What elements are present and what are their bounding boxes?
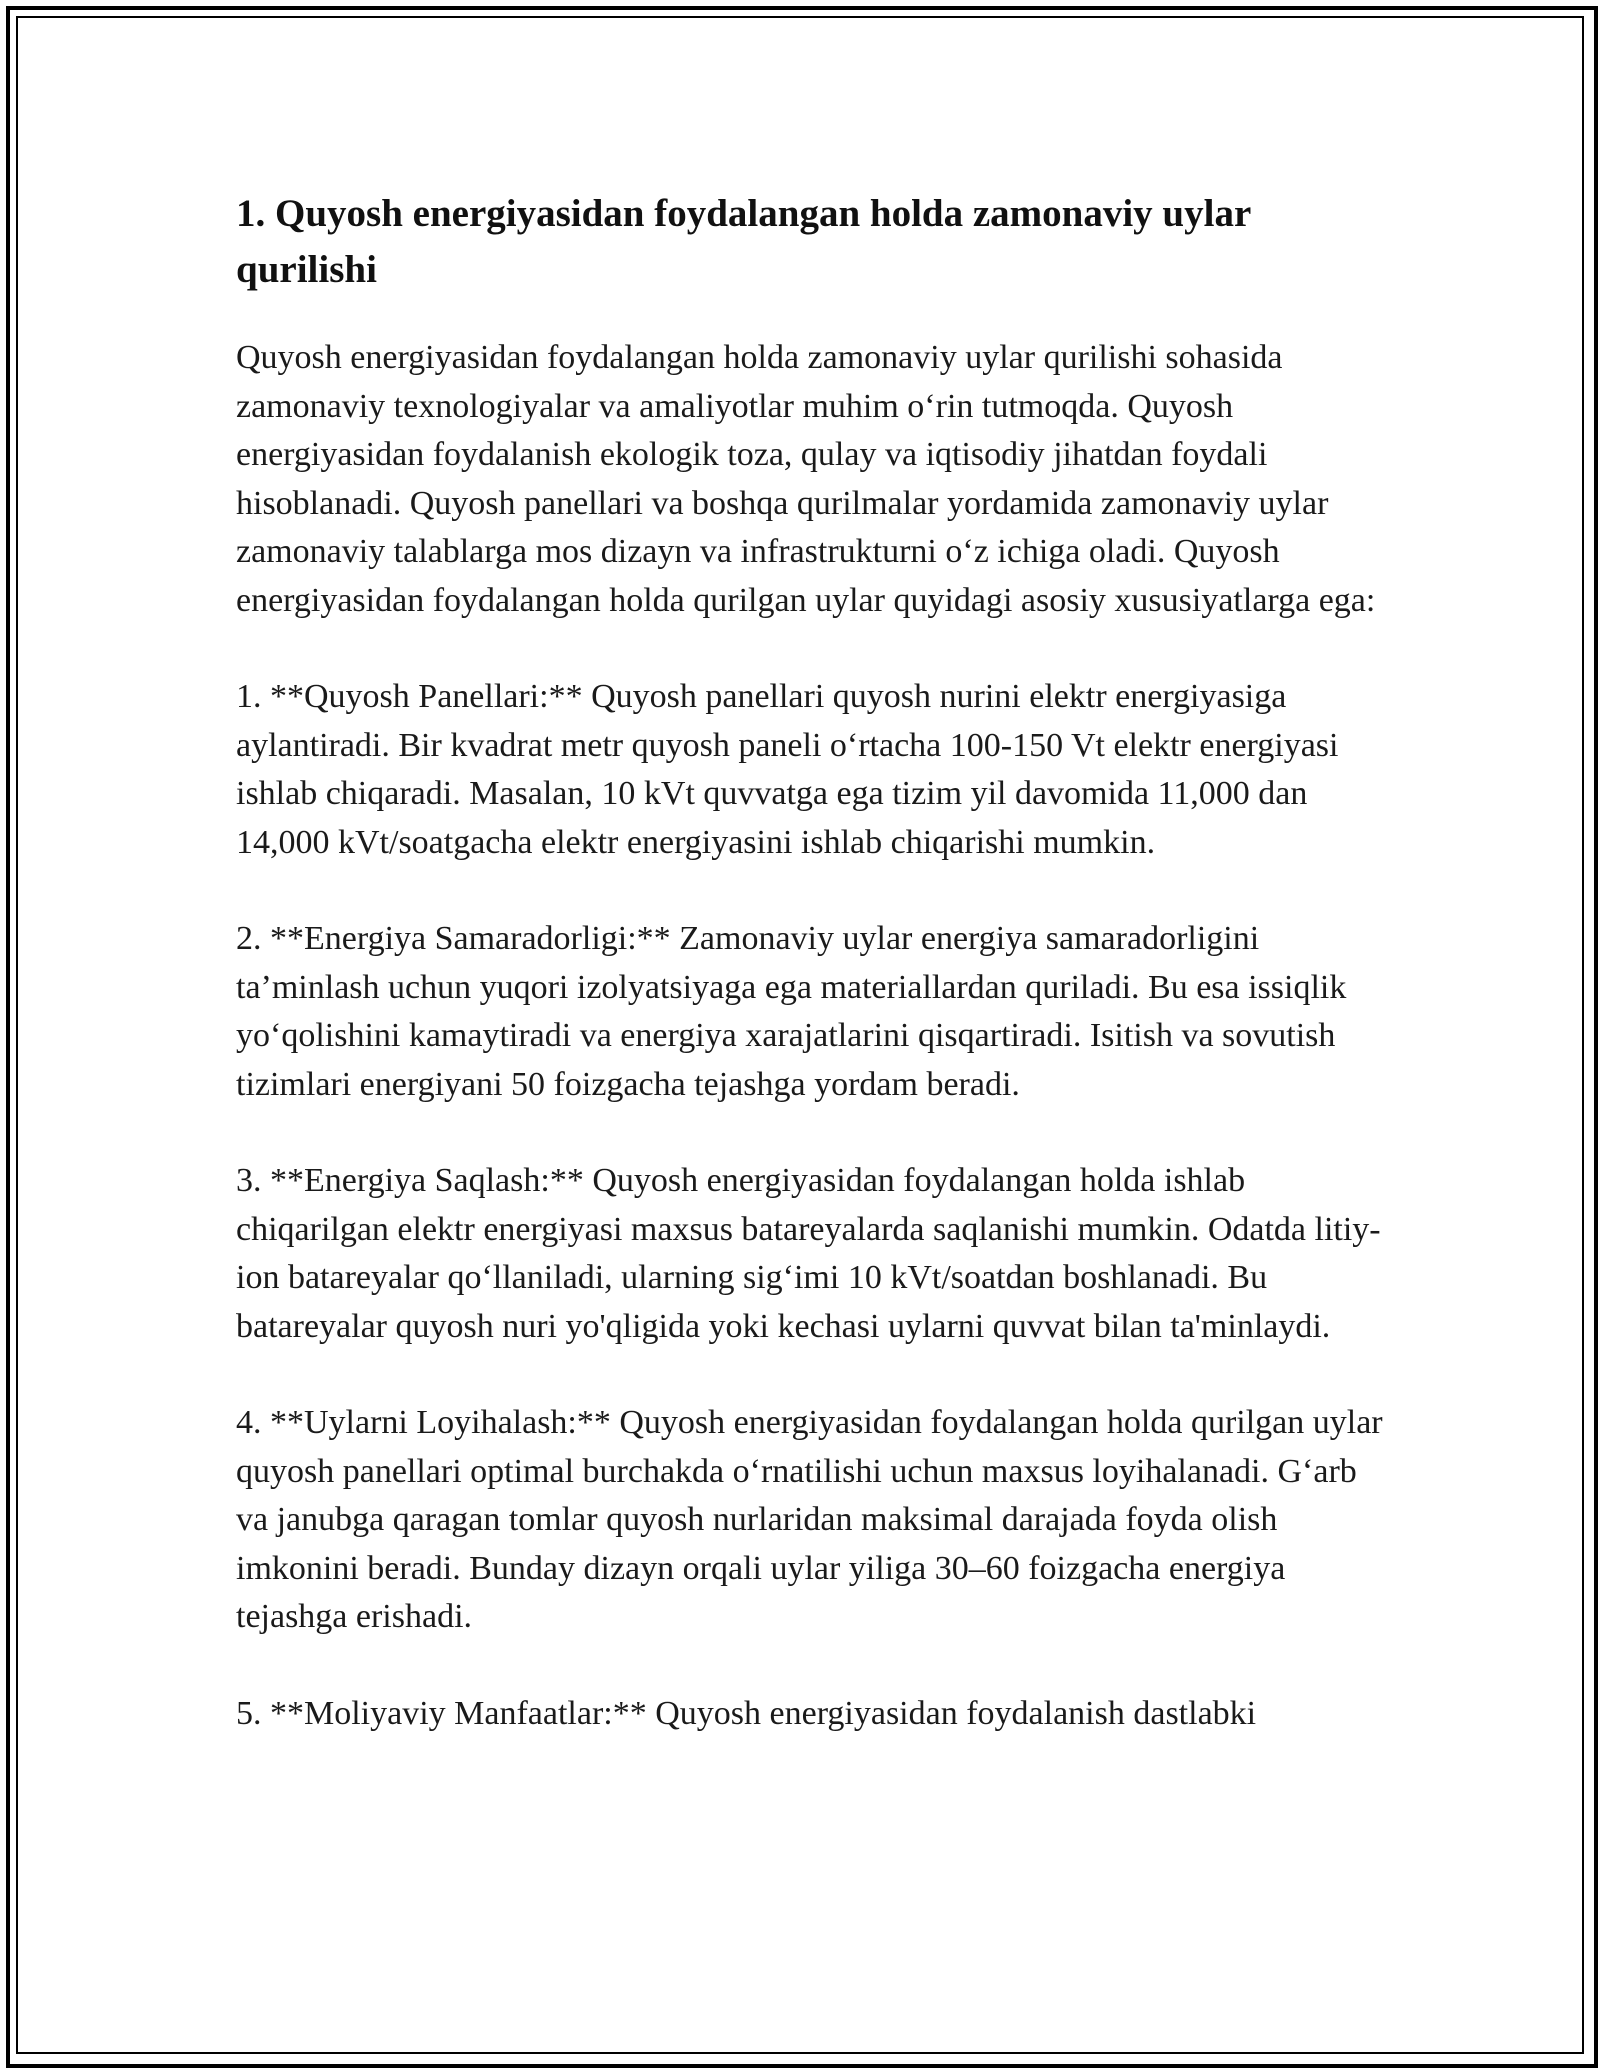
list-item-energy-efficiency: 2. **Energiya Samaradorligi:** Zamonaviy uylar energiya samaradorligini ta’minlash uchun yuqori izolyatsiyaga ega materiallardan quriladi. Bu esa issiqlik yo‘qolishini kamaytiradi va energiya xarajatlarini qisqartiradi. Isitish va sovutish tizimlari energiyani 50 foizgacha tejashga yordam beradi. <box>236 920 1347 1103</box>
page-title: 1. Quyosh energiyasidan foydalangan holda zamonaviy uylar qurilishi <box>236 192 1251 291</box>
list-item-financial-benefits: 5. **Moliyaviy Manfaatlar:** Quyosh energiyasidan foydalanish dastlabki <box>236 1694 1257 1732</box>
list-item-house-design: 4. **Uylarni Loyihalash:** Quyosh energiyasidan foydalangan holda qurilgan uylar quyosh panellari optimal burchakda o‘rnatilishi uchun maxsus loyihalanadi. G‘arb va janubga qaragan tomlar quyosh nurlaridan maksimal darajada foyda olish imkonini beradi. Bunday dizayn orqali uylar yiliga 30–60 foizgacha energiya tejashga erishadi. <box>236 1404 1383 1635</box>
intro-paragraph: Quyosh energiyasidan foydalangan holda zamonaviy uylar qurilishi sohasida zamonaviy texnologiyalar va amaliyotlar muhim o‘rin tutmoqda. Quyosh energiyasidan foydalanish ekologik toza, qulay va iqtisodiy jihatdan foydali hisoblanadi. Quyosh panellari va boshqa qurilmalar yordamida zamonaviy uylar zamonaviy talablarga mos dizayn va infrastrukturni o‘z ichiga oladi. Quyosh energiyasidan foydalangan holda qurilgan uylar quyidagi asosiy xususiyatlarga ega: <box>236 339 1376 619</box>
document-body <box>236 186 1386 1786</box>
list-item-energy-storage: 3. **Energiya Saqlash:** Quyosh energiyasidan foydalangan holda ishlab chiqarilgan elektr energiyasi maxsus batareyalarda saqlanishi mumkin. Odatda litiy-ion batareyalar qo‘llaniladi, ularning sig‘imi 10 kVt/soatdan boshlanadi. Bu batareyalar quyosh nuri yo'qligida yoki kechasi uylarni quvvat bilan ta'minlaydi. <box>236 1162 1381 1345</box>
list-item-solar-panels: 1. **Quyosh Panellari:** Quyosh panellari quyosh nurini elektr energiyasiga aylantiradi. Bir kvadrat metr quyosh paneli o‘rtacha 100-150 Vt elektr energiyasi ishlab chiqaradi. Masalan, 10 kVt quvvatga ega tizim yil davomida 11,000 dan 14,000 kVt/soatgacha elektr energiyasini ishlab chiqarishi mumkin. <box>236 678 1339 861</box>
